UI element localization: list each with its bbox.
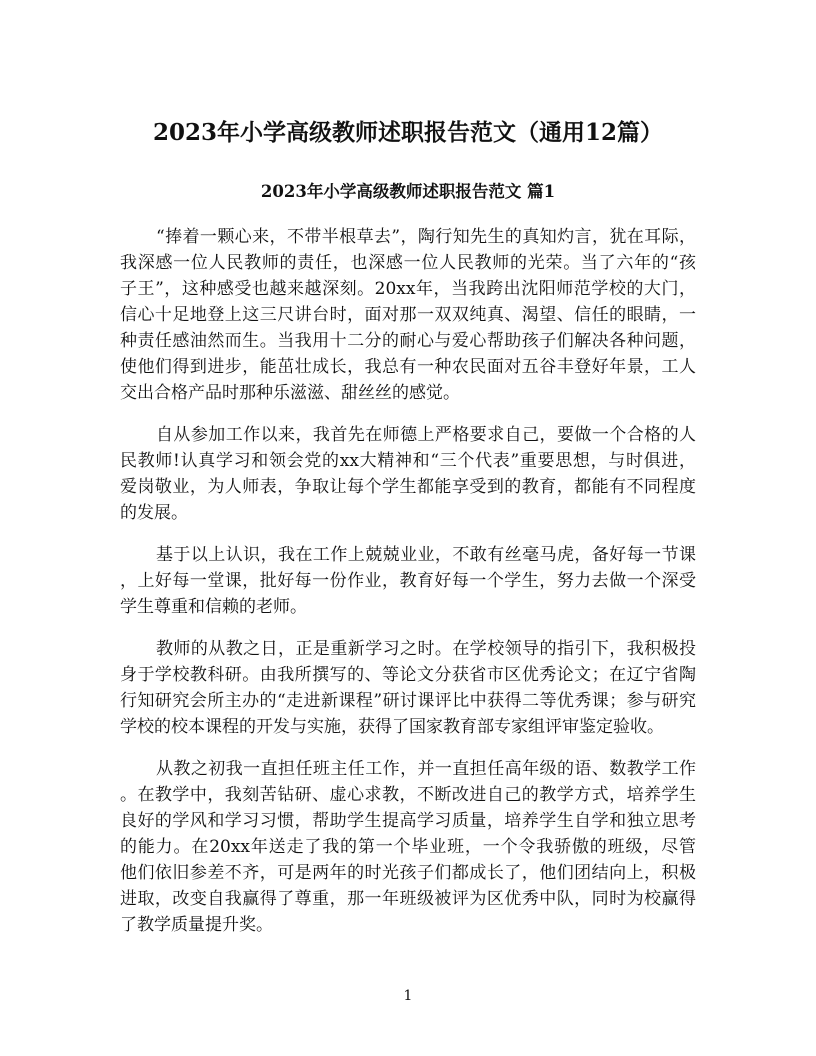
text-line: 良好的学风和学习习惯，帮助学生提高学习质量，培养学生自学和独立思考: [120, 811, 696, 831]
text-line: ，上好每一堂课，批好每一份作业，教育好每一个学生，努力去做一个深受: [120, 571, 696, 591]
page-number: 1: [403, 988, 413, 1004]
text-line: 身于学校教科研。由我所撰写的、等论文分获省市区优秀论文；在辽宁省陶: [120, 665, 696, 685]
paragraph: [120, 422, 696, 526]
text-line: 自从参加工作以来，我首先在师德上严格要求自己，要做一个合格的人: [156, 425, 696, 445]
text-line: 学校的校本课程的开发与实施，获得了国家教育部专家组评审鉴定验收。: [120, 717, 664, 737]
paragraph: [120, 542, 696, 620]
section-heading: 2023年小学高级教师述职报告范文 篇1: [260, 182, 556, 201]
text-line: 他们依旧参差不齐，可是两年的时光孩子们都成长了，他们团结向上，积极: [120, 863, 696, 883]
text-line: 教师的从教之日，正是重新学习之时。在学校领导的指引下，我积极投: [156, 639, 696, 659]
text-line: 民教师!认真学习和领会党的xx大精神和“三个代表”重要思想，与时俱进，: [120, 451, 696, 471]
text-line: “捧着一颗心来，不带半根草去”，陶行知先生的真知灼言，犹在耳际，: [156, 227, 696, 247]
document-body: [120, 224, 696, 954]
text-line: 种责任感油然而生。当我用十二分的耐心与爱心帮助孩子们解决各种问题，: [120, 331, 696, 351]
text-line: 进取，改变自我赢得了尊重，那一年班级被评为区优秀中队，同时为校赢得: [120, 889, 696, 909]
text-line: 爱岗敬业，为人师表，争取让每个学生都能享受到的教育，都能有不同程度: [120, 477, 696, 497]
paragraph: [120, 224, 696, 406]
document-title: 2023年小学高级教师述职报告范文（通用12篇）: [152, 119, 664, 146]
paragraph: [120, 756, 696, 938]
text-line: 行知研究会所主办的“走进新课程”研讨课评比中获得二等优秀课；参与研究: [120, 691, 696, 711]
paragraph: [120, 636, 696, 740]
text-line: 我深感一位人民教师的责任，也深感一位人民教师的光荣。当了六年的“孩: [120, 253, 696, 273]
text-line: 学生尊重和信赖的老师。: [120, 597, 307, 617]
text-line: 的能力。在20xx年送走了我的第一个毕业班，一个令我骄傲的班级，尽管: [120, 837, 696, 857]
text-line: 。在教学中，我刻苦钻研、虚心求教，不断改进自己的教学方式，培养学生: [120, 785, 696, 805]
text-line: 了教学质量提升奖。: [120, 915, 273, 935]
text-line: 从教之初我一直担任班主任工作，并一直担任高年级的语、数教学工作: [156, 759, 696, 779]
text-line: 交出合格产品时那种乐滋滋、甜丝丝的感觉。: [120, 383, 460, 403]
text-line: 的发展。: [120, 503, 188, 523]
text-line: 使他们得到进步，能茁壮成长，我总有一种农民面对五谷丰登好年景，工人: [120, 357, 696, 377]
text-line: 信心十足地登上这三尺讲台时，面对那一双双纯真、渴望、信任的眼睛，一: [120, 305, 696, 325]
text-line: 子王”，这种感受也越来越深刻。20xx年，当我跨出沈阳师范学校的大门，: [120, 279, 696, 299]
text-line: 基于以上认识，我在工作上兢兢业业，不敢有丝毫马虎，备好每一节课: [156, 545, 696, 565]
